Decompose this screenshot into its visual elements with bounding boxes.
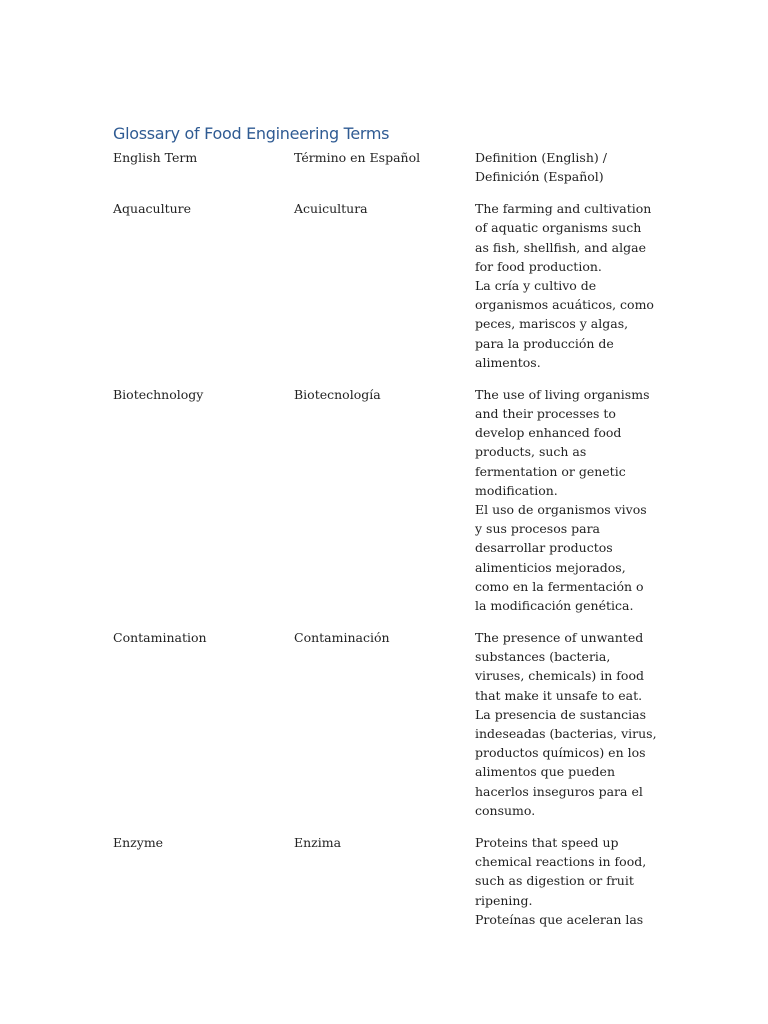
definition-line: La presencia de sustancias	[475, 706, 647, 722]
definition-line: substances (bacteria,	[475, 649, 611, 665]
definition-line: alimenticios mejorados,	[475, 559, 626, 575]
definition-line: como en la fermentación o	[475, 578, 644, 594]
definition	[475, 199, 653, 372]
definition-line: such as digestion or fruit	[475, 873, 634, 889]
header-definition	[475, 148, 653, 186]
glossary-row-aquaculture	[113, 199, 653, 372]
definition-line: develop enhanced food	[475, 425, 622, 441]
spanish-term: Contaminación	[294, 630, 390, 646]
definition-line: The presence of unwanted	[475, 630, 644, 646]
glossary-header-row	[113, 148, 653, 186]
header-spanish-term: Término en Español	[294, 150, 421, 165]
english-term: Enzyme	[113, 834, 164, 850]
glossary-row-enzyme	[113, 833, 653, 929]
english-term: Biotechnology	[113, 386, 204, 402]
document-title: Glossary of Food Engineering Terms	[113, 124, 390, 143]
spanish-term: Enzima	[294, 834, 342, 850]
definition-line: la modificación genética.	[475, 598, 634, 614]
definition-line: consumo.	[475, 802, 536, 818]
definition-line: alimentos que pueden	[475, 764, 616, 780]
definition-line: The farming and cultivation	[475, 201, 652, 217]
definition-line: for food production.	[475, 258, 602, 274]
english-term: Contamination	[113, 630, 207, 646]
definition-line: chemical reactions in food,	[475, 854, 647, 870]
definition	[475, 833, 653, 929]
definition-line: Proteins that speed up	[475, 834, 619, 850]
definition-line: para la producción de	[475, 335, 614, 351]
definition-line: peces, mariscos y algas,	[475, 316, 629, 332]
definition-line: ripening.	[475, 892, 533, 908]
definition-line: alimentos.	[475, 354, 541, 370]
definition-line: desarrollar productos	[475, 540, 613, 556]
glossary-table	[113, 148, 657, 942]
header-definition-line: Definition (English) /	[475, 150, 607, 165]
spanish-term: Acuicultura	[294, 201, 368, 217]
definition-line: and their processes to	[475, 406, 616, 422]
glossary-row-contamination	[113, 628, 657, 820]
definition-line: El uso de organismos vivos	[475, 502, 647, 518]
definition-line: The use of living organisms	[475, 386, 650, 402]
definition-line: y sus procesos para	[475, 521, 600, 537]
definition-line: viruses, chemicals) in food	[475, 668, 644, 684]
definition-line: that make it unsafe to eat.	[475, 687, 643, 703]
definition	[475, 628, 657, 820]
definition	[475, 385, 653, 615]
definition-line: of aquatic organisms such	[475, 220, 642, 236]
definition-line: Proteínas que aceleran las	[475, 911, 644, 927]
definition-line: as fish, shellfish, and algae	[475, 239, 646, 255]
definition-line: products, such as	[475, 444, 587, 460]
spanish-term: Biotecnología	[294, 386, 381, 402]
header-definition-line: Definición (Español)	[475, 169, 604, 185]
header-english-term: English Term	[113, 150, 198, 165]
definition-line: indeseadas (bacterias, virus,	[475, 726, 657, 742]
definition-line: hacerlos inseguros para el	[475, 783, 643, 799]
definition-line: La cría y cultivo de	[475, 278, 597, 294]
definition-line: productos químicos) en los	[475, 745, 646, 761]
definition-line: organismos acuáticos, como	[475, 297, 654, 313]
glossary-row-biotechnology	[113, 385, 653, 615]
definition-line: fermentation or genetic	[475, 463, 626, 479]
english-term: Aquaculture	[113, 201, 192, 217]
definition-line: modification.	[475, 482, 558, 498]
